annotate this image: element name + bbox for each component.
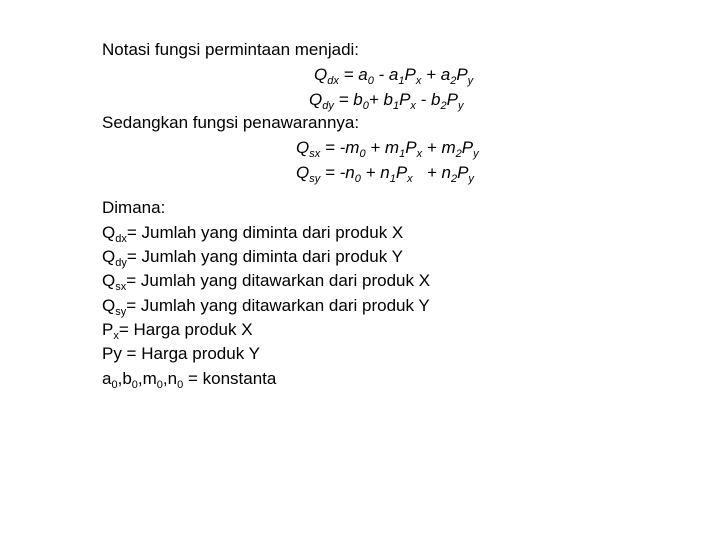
supply-equation-x: $Q_{sx} = -m_0 + m_1P_x + m_2P_y$ — [296, 138, 479, 160]
definition-qdy: $Q_{dy}=$ Jumlah yang diminta dari produk Y — [102, 247, 403, 269]
supply-heading: Sedangkan fungsi penawarannya: — [102, 113, 360, 132]
definition-px: $P_x=$ Harga produk X — [102, 320, 253, 342]
definition-constants: $a_0,b_0,m_0,n_0$ = konstanta — [102, 369, 277, 391]
demand-equation-y: $Q_{dy} = b_0+ b_1P_x - b_2P_y$ — [309, 90, 464, 112]
definition-qdx: $Q_{dx}=$ Jumlah yang diminta dari produk X — [102, 223, 404, 245]
where-heading: Dimana: — [102, 198, 166, 217]
definition-py: Py = Harga produk Y — [102, 344, 260, 363]
supply-equation-y: $Q_{sy} = -n_0 + n_1P_x + n_2P_y$ — [296, 163, 474, 185]
definition-qsx: $Q_{sx}=$ Jumlah yang ditawarkan dari produk X — [102, 271, 431, 293]
demand-equation-x: $Q_{dx} = a_0 - a_1P_x + a_2P_y$ — [314, 65, 474, 87]
definition-qsy: $Q_{sy}=$ Jumlah yang ditawarkan dari produk Y — [102, 296, 430, 318]
demand-heading: Notasi fungsi permintaan menjadi: — [102, 40, 360, 59]
